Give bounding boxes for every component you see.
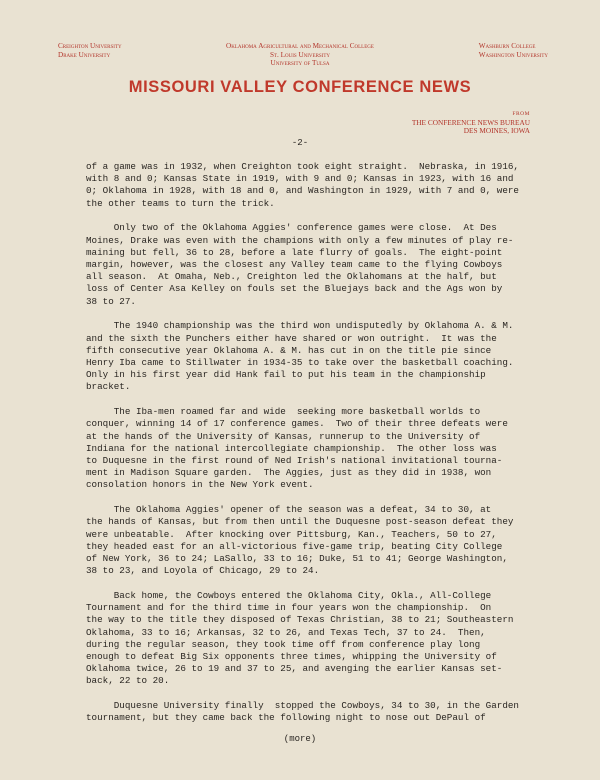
bureau-city: DES MOINES, IOWA [463,126,530,136]
letterhead-school: Oklahoma Agricultural and Mechanical College [226,42,374,50]
paragraph: The Oklahoma Aggies' opener of the season was a defeat, 34 to 30, at the hands of Kansas, but from then until the Duquesne post-season defeat they were unbeatable. After knocking over Pittsburg, Kan., Teachers, 50 to 27, they headed east for an all-victorious five-game trip, beating City College of New York, 36 to 24; LaSallo, 33 to 16; Duke, 51 to 41; George Washington, 38 to 23, and Loyola of Chicago, 29 to 24. [86,504,514,577]
letterhead-school: Washburn College [478,42,536,50]
paragraph: The 1940 championship was the third won undisputedly by Oklahoma A. & M. and the sixth the Punchers either have shared or won outright. It was the fifth consecutive year Oklahoma A. & M. has cut in on the title pie since Henry Iba came to Stillwater in 1934-35 to take over the basketball coaching. Only in his first year did Hank fail to put his team in the championship bracket. [86,320,514,393]
news-bureau-block [412,110,530,136]
paragraph: The Iba-men roamed far and wide seeking more basketball worlds to conquer, winning 14 of 17 conference games. Two of their three defeats were at the hands of the University of Kansas, runnerup to the University of Indiana for the national intercollegiate championship. The other loss was to Duquesne in the first round of Ned Irish's national invitational tourna- ment in Madison Square garden. The Aggies, just as they did in 1938, won consolation honors in the New York event. [86,406,508,491]
page-number: -2- [291,138,309,148]
letterhead-school: St. Louis University [269,50,331,59]
paragraph: of a game was in 1932, when Creighton took eight straight. Nebraska, in 1916, with 8 and 0; Kansas State in 1919, with 9 and 0; Kansas in 1923, with 16 and 0; Oklahoma in 1928, with 18 and 0, and Washington in 1929, with 7 and 0, were the other teams to turn the trick. [86,161,519,209]
letterhead-school: Washington University [478,50,548,59]
paragraph: Duquesne University finally stopped the Cowboys, 34 to 30, in the Garden tournament, but they came back the following night to nose out DePaul of [86,700,519,724]
masthead-title: MISSOURI VALLEY CONFERENCE NEWS [128,78,472,96]
letterhead-school: Creighton University [58,42,122,50]
letterhead-left [58,42,122,59]
letterhead-right [479,42,548,59]
continued-marker: (more) [283,734,317,744]
paragraph: Only two of the Oklahoma Aggies' conference games were close. At Des Moines, Drake was even with the champions with only a few minutes of play re- maining but fell, 36 to 28, before a late flurry of goals. The eight-point margin, however, was the closest any Valley team came to the flying Cowboys all season. At Omaha, Neb., Creighton led the Oklahomans at the half, but loss of Center Asa Kelley on fouls set the Bluejays back and the Ags won by 38 to 27. [86,222,514,307]
letterhead-school: University of Tulsa [270,59,330,68]
paragraph: Back home, the Cowboys entered the Oklahoma City, Okla., All-College Tournament and for the third time in four years won the championship. On the way to the title they disposed of Texas Christian, 38 to 21; Southeastern Oklahoma, 33 to 16; Arkansas, 32 to 26, and Texas Tech, 37 to 24. Then, during the regular season, they took time off from conference play long enough to defeat Big Six opponents three times, whipping the University of Oklahoma twice, 26 to 19 and 37 to 25, and avenging the earlier Kansas set- back, 22 to 20. [86,590,514,687]
bureau-from-label: FROM [512,111,530,117]
bureau-name: THE CONFERENCE NEWS BUREAU [411,117,530,127]
letterhead-school: Drake University [58,50,111,59]
article-body [86,161,546,737]
letterhead-center [200,42,400,68]
